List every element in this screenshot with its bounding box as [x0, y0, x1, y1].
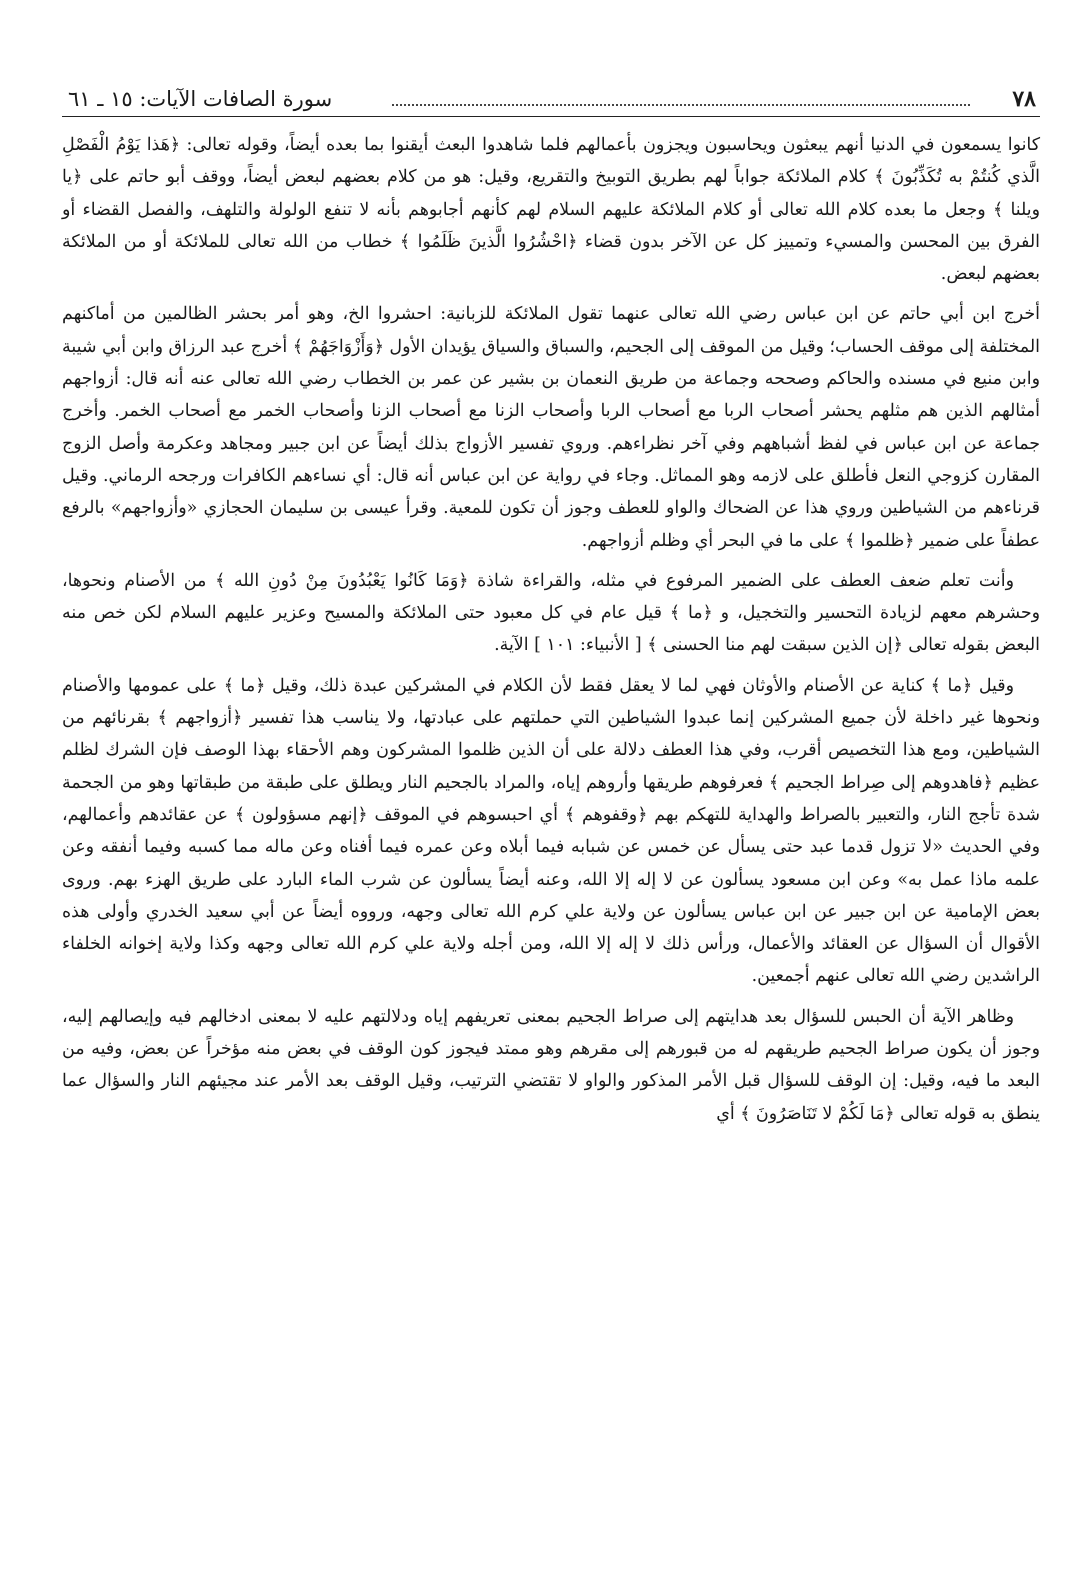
document-page [62, 82, 1040, 1138]
page-number: ٧٨ [1012, 86, 1036, 112]
page-header [62, 82, 1040, 117]
running-title: سورة الصافات الآيات: ١٥ ـ ٦١ [68, 87, 333, 111]
paragraph-1: كانوا يسمعون في الدنيا أنهم يبعثون ويحاسبون ويجزون بأعمالهم فلما شاهدوا البعث أيقنوا بما بعده أيضاً، وقوله تعالى: ﴿هَذا يَوْمُ الْفَصْلِ الَّذي كُنتُمْ به تُكَذِّبُونَ ﴾ كلام الملائكة جواباً لهم بطريق التوبيخ والتقريع، وقيل: هو من كلام بعضهم لبعض أيضاً، ووقف أبو حاتم على ﴿يا ويلنا ﴾ وجعل ما بعده كلام الله تعالى أو كلام الملائكة عليهم السلام لهم كأنهم أجابوهم بأنه لا تنفع الولولة والتلهف، والفصل القضاء أو الفرق بين المحسن والمسيء وتمييز كل عن الآخر بدون قضاء ﴿احْشُرُوا الَّذينَ ظَلَمُوا ﴾ خطاب من الله تعالى للملائكة أو من الملائكة بعضهم لبعض. [62, 135, 1040, 285]
header-leader-dots [392, 104, 970, 106]
paragraph-4: وقيل ﴿ما ﴾ كناية عن الأصنام والأوثان فهي لما لا يعقل فقط لأن الكلام في المشركين عبدة ذلك، وقيل ﴿ما ﴾ على عمومها والأصنام ونحوها غير داخلة لأن جميع المشركين إنما عبدوا الشياطين التي حملتهم على عبادتها، ولا يناسب هذا تفسير ﴿أزواجهم ﴾ بقرنائهم من الشياطين، ومع هذا التخصيص أقرب، وفي هذا العطف دلالة على أن الذين ظلموا المشركون وهم الأحقاء بهذا الوصف فإن الشرك لظلم عظيم ﴿فاهدوهم إلى صِراط الجحيم ﴾ فعرفوهم طريقها وأروهم إياه، والمراد بالجحيم النار ويطلق على طبقة من طبقاتها وهو من الجحمة شدة تأجج النار، والتعبير بالصراط والهداية للتهكم بهم ﴿وقفوهم ﴾ أي احبسوهم في الموقف ﴿إنهم مسؤولون ﴾ عن عقائدهم وأعمالهم، وفي الحديث «لا تزول قدما عبد حتى يسأل عن خمس عن شبابه فيما أبلاه وعن عمره فيما أفناه وعن ماله مما كسبه وفيما أنفقه وعن علمه ماذا عمل به» وعن ابن مسعود يسألون عن لا إله إلا الله، وعنه أيضاً يسألون عن شرب الماء البارد على طريق الهزء بهم. وروى بعض الإمامية عن ابن جبير عن ابن عباس يسألون عن ولاية علي كرم الله تعالى وجهه، ورووه أيضاً عن أبي سعيد الخدري وأولى هذه الأقوال أن السؤال عن العقائد والأعمال، ورأس ذلك لا إله إلا الله، ومن أجله ولاية علي كرم الله تعالى وجهه وكذا ولاية إخوانه الخلفاء الراشدين رضي الله تعالى عنهم أجمعين. [62, 675, 1040, 987]
paragraph-2: أخرج ابن أبي حاتم عن ابن عباس رضي الله تعالى عنهما تقول الملائكة للزبانية: احشروا الخ، وهو أمر بحشر الظالمين من أماكنهم المختلفة إلى موقف الحساب؛ وقيل من الموقف إلى الجحيم، والسباق والسياق يؤيدان الأول ﴿وَأَزْوَاجَهُمْ ﴾ أخرج عبد الرزاق وابن أبي شيبة وابن منيع في مسنده والحاكم وصححه وجماعة من طريق النعمان بن بشير عن عمر بن الخطاب رضي الله تعالى عنه أنه قال: أزواجهم أمثالهم الذين هم مثلهم يحشر أصحاب الربا مع أصحاب الربا وأصحاب الزنا مع أصحاب الزنا وأصحاب الخمر مع أصحاب الخمر. وأخرج جماعة عن ابن عباس في لفظ أشباههم وفي آخر نظراءهم. وروي تفسير الأزواج بذلك أيضاً عن ابن جبير ومجاهد وعكرمة وأصل الزوج المقارن كزوجي النعل فأطلق على لازمه وهو المماثل. وجاء في رواية عن ابن عباس أنه قال: أي نساءهم الكافرات ورجحه الرماني. وقيل قرناءهم من الشياطين وروي هذا عن الضحاك والواو للعطف وجوز أن تكون للمعية. وقرأ عيسى بن سليمان الحجازي «وأزواجهم» بالرفع عطفاً على ضمير ﴿ظلموا ﴾ على ما في البحر أي وظلم أزواجهم. [62, 304, 1040, 551]
paragraph-3: وأنت تعلم ضعف العطف على الضمير المرفوع في مثله، والقراءة شاذة ﴿وَمَا كَانُوا يَعْبُدُونَ مِنْ دُونِ الله ﴾ من الأصنام ونحوها، وحشرهم معهم لزيادة التحسير والتخجيل، و ﴿ما ﴾ قيل عام في كل معبود حتى الملائكة والمسيح وعزير عليهم السلام لكن خص منه البعض بقوله تعالى ﴿إن الذين سبقت لهم منا الحسنى ﴾ [ الأنبياء: ١٠١ ] الآية. [62, 570, 1040, 656]
paragraph-5: وظاهر الآية أن الحبس للسؤال بعد هدايتهم إلى صراط الجحيم بمعنى تعريفهم إياه ودلالتهم عليه لا بمعنى ادخالهم فيه وإيصالهم إليه، وجوز أن يكون صراط الجحيم طريقهم له من قبورهم إلى مقرهم وهو ممتد فيجوز كون الوقف في بعض منه مؤخراً عن بعض، وفيه من البعد ما فيه، وقيل: إن الوقف للسؤال قبل الأمر المذكور والواو لا تقتضي الترتيب، وقيل الوقف بعد الأمر عند مجيئهم النار والسؤال عما ينطق به قوله تعالى ﴿مَا لَكُمْ لا تَنَاصَرُونَ ﴾ أي [62, 1006, 1040, 1124]
page-body [62, 117, 1040, 1130]
